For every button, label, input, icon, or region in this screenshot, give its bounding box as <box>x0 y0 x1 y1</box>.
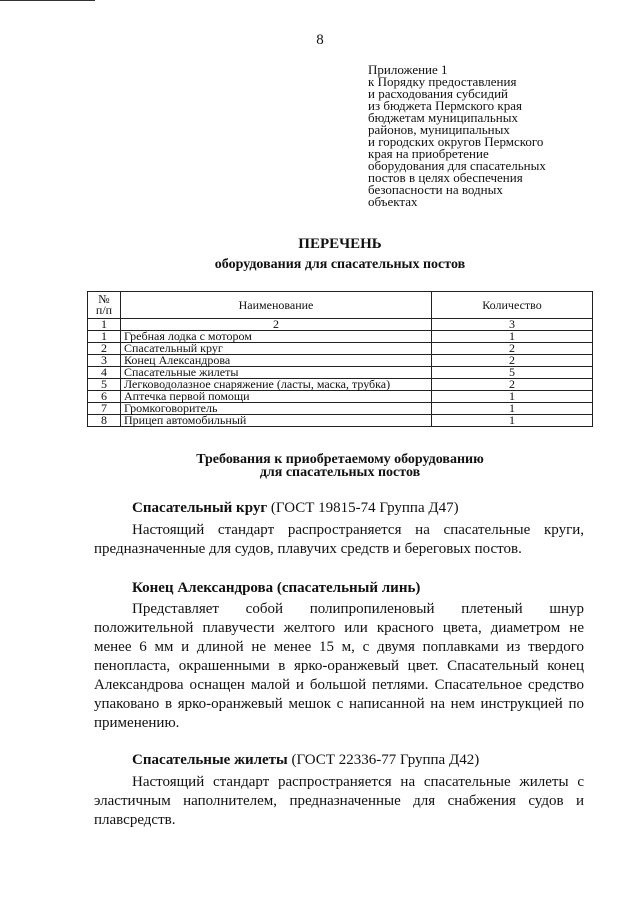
table-header-row <box>88 292 593 319</box>
row-qty: 1 <box>432 403 593 415</box>
row-name: Прицеп автомобильный <box>121 415 432 427</box>
header-num: № п/п <box>88 292 121 319</box>
section-heading-rescue-line <box>132 580 420 597</box>
col-number: 2 <box>121 319 432 331</box>
appendix-line: и расходования субсидий <box>368 86 508 101</box>
requirements-title <box>0 453 640 479</box>
appendix-line: бюджетам муниципальных <box>368 110 518 125</box>
row-qty: 2 <box>432 379 593 391</box>
row-num: 8 <box>88 415 121 427</box>
section-heading-bold: Конец Александрова (спасательный линь) <box>132 580 421 596</box>
section-heading-lifebuoy <box>132 500 459 517</box>
appendix-line: и городских округов Пермского <box>368 134 544 149</box>
row-qty: 5 <box>432 367 593 379</box>
equipment-table <box>87 291 593 427</box>
appendix-line: объектах <box>368 194 418 209</box>
row-qty: 1 <box>432 331 593 343</box>
header-qty: Количество <box>432 292 593 319</box>
row-qty: 1 <box>432 391 593 403</box>
appendix-line: Приложение 1 <box>368 62 448 77</box>
section-heading-standard: (ГОСТ 19815-74 Группа Д47) <box>267 500 459 516</box>
row-name: Аптечка первой помощи <box>121 391 432 403</box>
row-qty: 2 <box>432 343 593 355</box>
row-name: Гребная лодка с мотором <box>121 331 432 343</box>
row-num: 7 <box>88 403 121 415</box>
appendix-line: края на приобретение <box>368 146 489 161</box>
requirements-title-line: Требования к приобретаемому оборудованию <box>196 452 484 467</box>
appendix-line: из бюджета Пермского края <box>368 98 523 113</box>
row-qty: 2 <box>432 355 593 367</box>
row-num: 4 <box>88 367 121 379</box>
document-title: ПЕРЕЧЕНЬ <box>298 236 382 252</box>
row-name: Громкоговоритель <box>121 403 432 415</box>
row-num: 3 <box>88 355 121 367</box>
row-name: Легководолазное снаряжение (ласты, маска, трубка) <box>121 379 432 391</box>
row-name: Спасательные жилеты <box>121 367 432 379</box>
row-num: 1 <box>88 331 121 343</box>
section-heading-bold: Спасательные жилеты <box>132 752 288 768</box>
col-number: 1 <box>88 319 121 331</box>
appendix-block <box>368 64 618 208</box>
section-text-lifebuoy: Настоящий стандарт распространяется на спасательные круги, предназначенные для судов, плавучих средств и береговых постов. <box>94 522 584 557</box>
appendix-line: безопасности на водных <box>368 182 503 197</box>
section-heading-bold: Спасательный круг <box>132 500 268 516</box>
section-heading-standard: (ГОСТ 22336-77 Группа Д42) <box>287 752 480 768</box>
page-number: 8 <box>316 32 324 48</box>
top-rule <box>0 0 95 1</box>
header-name: Наименование <box>121 292 432 319</box>
appendix-line: постов в целях обеспечения <box>368 170 523 185</box>
section-heading-life-jackets <box>132 752 479 769</box>
row-name: Спасательный круг <box>121 343 432 355</box>
table-row <box>88 415 593 427</box>
document-subtitle: оборудования для спасательных постов <box>214 257 466 272</box>
row-num: 6 <box>88 391 121 403</box>
section-text-life-jackets: Настоящий стандарт распространяется на спасательные жилеты с эластичным наполнителем, предназначенные для снабжения судов и плавсредств. <box>94 774 584 828</box>
requirements-title-line: для спасательных постов <box>259 465 421 480</box>
row-num: 5 <box>88 379 121 391</box>
row-name: Конец Александрова <box>121 355 432 367</box>
col-number: 3 <box>432 319 593 331</box>
appendix-line: районов, муниципальных <box>368 122 510 137</box>
appendix-line: оборудования для спасательных <box>368 158 546 173</box>
row-qty: 1 <box>432 415 593 427</box>
section-text-rescue-line: Представляет собой полипропиленовый плетеный шнур положительной плавучести желтого или красного цвета, диаметром не менее 6 мм и длиной не менее 15 м, с двумя поплавками из твердого пенопласта, окрашенными в ярко-оранжевый цвет. Спасательный конец Александрова оснащен малой и большой петлями. Спасательное средство упаковано в ярко-оранжевый мешок с написанной на нем инструкцией по применению. <box>94 601 584 731</box>
row-num: 2 <box>88 343 121 355</box>
appendix-line: к Порядку предоставления <box>368 74 517 89</box>
